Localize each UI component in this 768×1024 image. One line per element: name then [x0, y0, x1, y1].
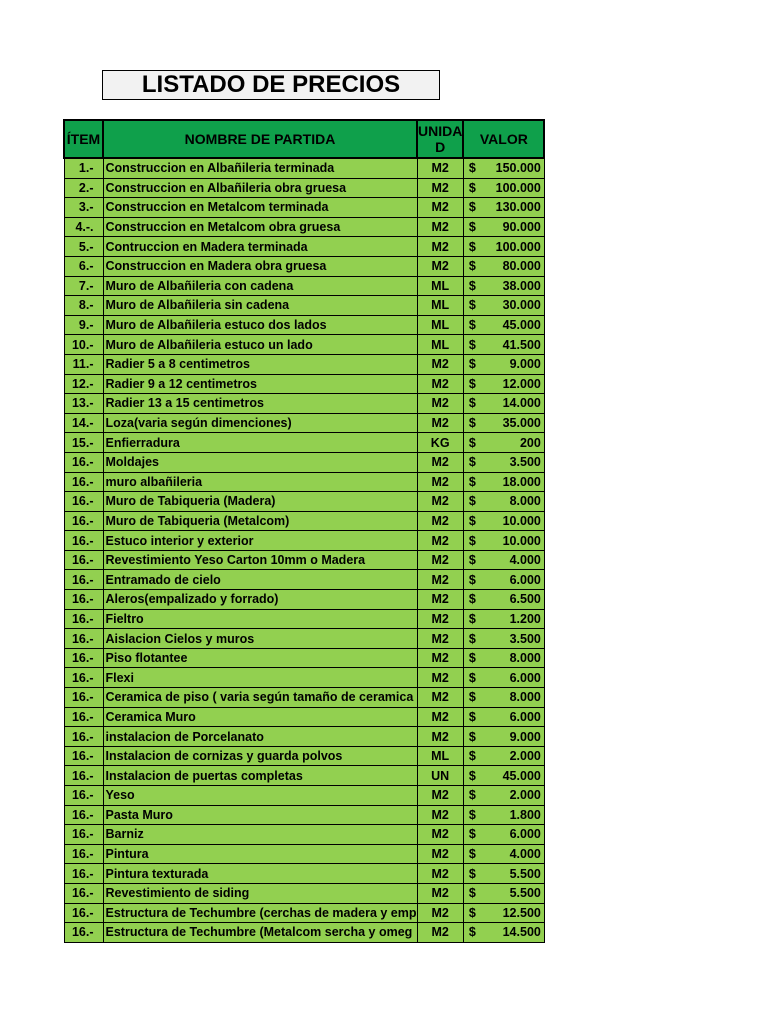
- item-name: Muro de Albañileria estuco un lado: [103, 335, 417, 355]
- item-number: 16.-: [64, 609, 103, 629]
- currency-symbol: $: [468, 749, 476, 764]
- item-number: 16.-: [64, 825, 103, 845]
- table-row: [64, 825, 544, 845]
- item-amount: 10.000: [502, 533, 541, 548]
- item-number: 16.-: [64, 707, 103, 727]
- item-value: [463, 198, 544, 218]
- item-value: [463, 237, 544, 257]
- item-value: [463, 688, 544, 708]
- item-value: [463, 648, 544, 668]
- item-amount: 8.000: [509, 494, 541, 509]
- item-amount: 38.000: [502, 278, 541, 293]
- currency-symbol: $: [468, 553, 476, 568]
- table-row: [64, 433, 544, 453]
- table-row: [64, 648, 544, 668]
- item-amount: 45.000: [502, 768, 541, 783]
- item-amount: 18.000: [502, 474, 541, 489]
- item-unit: M2: [417, 492, 463, 512]
- item-number: 11.-: [64, 354, 103, 374]
- item-unit: M2: [417, 883, 463, 903]
- item-amount: 30.000: [502, 298, 541, 313]
- table-row: [64, 629, 544, 649]
- item-amount: 45.000: [502, 318, 541, 333]
- currency-symbol: $: [468, 631, 476, 646]
- table-row: [64, 335, 544, 355]
- item-value: [463, 903, 544, 923]
- item-value: [463, 825, 544, 845]
- item-amount: 100.000: [495, 239, 541, 254]
- item-amount: 8.000: [509, 690, 541, 705]
- item-amount: 5.500: [509, 886, 541, 901]
- item-amount: 5.500: [509, 866, 541, 881]
- item-name: Muro de Albañileria sin cadena: [103, 296, 417, 316]
- currency-symbol: $: [468, 651, 476, 666]
- item-number: 16.-: [64, 668, 103, 688]
- currency-symbol: $: [468, 357, 476, 372]
- table-row: [64, 688, 544, 708]
- item-name: Construccion en Albañileria terminada: [103, 158, 417, 178]
- item-value: [463, 570, 544, 590]
- item-unit: M2: [417, 805, 463, 825]
- currency-symbol: $: [468, 161, 476, 176]
- item-number: 9.-: [64, 315, 103, 335]
- item-value: [463, 727, 544, 747]
- item-unit: M2: [417, 178, 463, 198]
- table-row: [64, 609, 544, 629]
- table-row: [64, 786, 544, 806]
- table-row: [64, 766, 544, 786]
- item-unit: M2: [417, 903, 463, 923]
- item-name: Revestimiento de siding: [103, 883, 417, 903]
- item-amount: 130.000: [495, 200, 541, 215]
- item-number: 16.-: [64, 786, 103, 806]
- item-amount: 14.000: [502, 396, 541, 411]
- item-name: Construccion en Albañileria obra gruesa: [103, 178, 417, 198]
- item-unit: M2: [417, 844, 463, 864]
- item-name: Barniz: [103, 825, 417, 845]
- item-unit: ML: [417, 296, 463, 316]
- table-row: [64, 550, 544, 570]
- item-number: 16.-: [64, 590, 103, 610]
- item-amount: 2.000: [509, 788, 541, 803]
- table-row: [64, 590, 544, 610]
- item-number: 16.-: [64, 923, 103, 943]
- currency-symbol: $: [468, 180, 476, 195]
- item-name: Muro de Tabiqueria (Metalcom): [103, 511, 417, 531]
- header-unit: UNIDA D: [417, 120, 463, 158]
- currency-symbol: $: [468, 239, 476, 254]
- item-unit: M2: [417, 707, 463, 727]
- item-value: [463, 629, 544, 649]
- item-number: 16.-: [64, 492, 103, 512]
- table-header-row: [64, 120, 544, 158]
- item-number: 16.-: [64, 864, 103, 884]
- table-row: [64, 668, 544, 688]
- currency-symbol: $: [468, 905, 476, 920]
- item-unit: ML: [417, 746, 463, 766]
- item-unit: M2: [417, 237, 463, 257]
- currency-symbol: $: [468, 768, 476, 783]
- item-unit: M2: [417, 531, 463, 551]
- item-name: Contruccion en Madera terminada: [103, 237, 417, 257]
- item-unit: M2: [417, 864, 463, 884]
- item-name: Construccion en Metalcom obra gruesa: [103, 217, 417, 237]
- header-value: VALOR: [463, 120, 544, 158]
- header-item: ÍTEM: [64, 120, 103, 158]
- currency-symbol: $: [468, 572, 476, 587]
- item-unit: M2: [417, 825, 463, 845]
- item-unit: M2: [417, 688, 463, 708]
- item-number: 7.-: [64, 276, 103, 296]
- item-unit: M2: [417, 217, 463, 237]
- currency-symbol: $: [468, 220, 476, 235]
- currency-symbol: $: [468, 337, 476, 352]
- table-row: [64, 315, 544, 335]
- item-number: 8.-: [64, 296, 103, 316]
- currency-symbol: $: [468, 435, 476, 450]
- item-number: 3.-: [64, 198, 103, 218]
- item-unit: M2: [417, 570, 463, 590]
- item-number: 12.-: [64, 374, 103, 394]
- currency-symbol: $: [468, 376, 476, 391]
- item-value: [463, 766, 544, 786]
- currency-symbol: $: [468, 670, 476, 685]
- item-amount: 6.500: [509, 592, 541, 607]
- item-unit: M2: [417, 668, 463, 688]
- currency-symbol: $: [468, 827, 476, 842]
- item-amount: 200: [519, 435, 541, 450]
- item-value: [463, 864, 544, 884]
- item-value: [463, 590, 544, 610]
- item-number: 13.-: [64, 394, 103, 414]
- item-unit: M2: [417, 472, 463, 492]
- item-name: Estructura de Techumbre (cerchas de madera y emp: [103, 903, 417, 923]
- item-unit: ML: [417, 335, 463, 355]
- table-row: [64, 276, 544, 296]
- currency-symbol: $: [468, 807, 476, 822]
- table-row: [64, 864, 544, 884]
- item-number: 14.-: [64, 413, 103, 433]
- table-row: [64, 844, 544, 864]
- item-number: 16.-: [64, 766, 103, 786]
- item-amount: 6.000: [509, 670, 541, 685]
- table-row: [64, 531, 544, 551]
- item-name: Radier 9 a 12 centimetros: [103, 374, 417, 394]
- item-value: [463, 354, 544, 374]
- item-number: 4.-.: [64, 217, 103, 237]
- table-row: [64, 237, 544, 257]
- item-name: Instalacion de puertas completas: [103, 766, 417, 786]
- item-amount: 4.000: [509, 553, 541, 568]
- item-value: [463, 492, 544, 512]
- item-name: Construccion en Madera obra gruesa: [103, 256, 417, 276]
- item-unit: M2: [417, 590, 463, 610]
- item-name: Estuco interior y exterior: [103, 531, 417, 551]
- item-amount: 3.500: [509, 455, 541, 470]
- item-value: [463, 923, 544, 943]
- item-unit: M2: [417, 511, 463, 531]
- item-name: Muro de Albañileria con cadena: [103, 276, 417, 296]
- item-amount: 3.500: [509, 631, 541, 646]
- item-value: [463, 550, 544, 570]
- item-number: 16.-: [64, 805, 103, 825]
- currency-symbol: $: [468, 494, 476, 509]
- item-value: [463, 805, 544, 825]
- currency-symbol: $: [468, 278, 476, 293]
- item-number: 16.-: [64, 570, 103, 590]
- item-value: [463, 511, 544, 531]
- currency-symbol: $: [468, 200, 476, 215]
- table-row: [64, 374, 544, 394]
- currency-symbol: $: [468, 611, 476, 626]
- table-row: [64, 158, 544, 178]
- item-name: Entramado de cielo: [103, 570, 417, 590]
- item-value: [463, 335, 544, 355]
- item-value: [463, 276, 544, 296]
- currency-symbol: $: [468, 455, 476, 470]
- item-amount: 90.000: [502, 220, 541, 235]
- item-unit: ML: [417, 315, 463, 335]
- item-unit: M2: [417, 394, 463, 414]
- item-value: [463, 883, 544, 903]
- item-unit: M2: [417, 354, 463, 374]
- header-name: NOMBRE DE PARTIDA: [103, 120, 417, 158]
- item-number: 16.-: [64, 629, 103, 649]
- item-name: Moldajes: [103, 452, 417, 472]
- item-value: [463, 844, 544, 864]
- item-number: 16.-: [64, 648, 103, 668]
- table-row: [64, 511, 544, 531]
- currency-symbol: $: [468, 533, 476, 548]
- item-value: [463, 394, 544, 414]
- item-number: 16.-: [64, 903, 103, 923]
- currency-symbol: $: [468, 847, 476, 862]
- currency-symbol: $: [468, 416, 476, 431]
- item-unit: KG: [417, 433, 463, 453]
- table-row: [64, 570, 544, 590]
- item-value: [463, 256, 544, 276]
- item-unit: M2: [417, 413, 463, 433]
- item-amount: 41.500: [502, 337, 541, 352]
- item-name: Fieltro: [103, 609, 417, 629]
- table-row: [64, 727, 544, 747]
- item-name: Construccion en Metalcom terminada: [103, 198, 417, 218]
- item-value: [463, 609, 544, 629]
- item-amount: 8.000: [509, 651, 541, 666]
- item-value: [463, 413, 544, 433]
- item-number: 16.-: [64, 688, 103, 708]
- item-number: 16.-: [64, 452, 103, 472]
- item-amount: 9.000: [509, 357, 541, 372]
- item-name: Radier 5 a 8 centimetros: [103, 354, 417, 374]
- item-name: Piso flotantee: [103, 648, 417, 668]
- item-number: 16.-: [64, 727, 103, 747]
- item-amount: 4.000: [509, 847, 541, 862]
- price-table: [63, 119, 545, 943]
- item-number: 6.-: [64, 256, 103, 276]
- item-unit: UN: [417, 766, 463, 786]
- item-unit: M2: [417, 374, 463, 394]
- currency-symbol: $: [468, 318, 476, 333]
- item-unit: M2: [417, 923, 463, 943]
- item-number: 5.-: [64, 237, 103, 257]
- item-value: [463, 217, 544, 237]
- item-amount: 6.000: [509, 827, 541, 842]
- table-row: [64, 394, 544, 414]
- item-unit: M2: [417, 198, 463, 218]
- item-value: [463, 374, 544, 394]
- item-name: Muro de Albañileria estuco dos lados: [103, 315, 417, 335]
- currency-symbol: $: [468, 690, 476, 705]
- item-name: Pintura: [103, 844, 417, 864]
- item-name: Instalacion de cornizas y guarda polvos: [103, 746, 417, 766]
- currency-symbol: $: [468, 925, 476, 940]
- item-amount: 1.200: [509, 611, 541, 626]
- table-row: [64, 805, 544, 825]
- item-value: [463, 668, 544, 688]
- item-number: 2.-: [64, 178, 103, 198]
- currency-symbol: $: [468, 298, 476, 313]
- table-row: [64, 256, 544, 276]
- item-number: 15.-: [64, 433, 103, 453]
- table-row: [64, 354, 544, 374]
- item-name: Radier 13 a 15 centimetros: [103, 394, 417, 414]
- table-row: [64, 923, 544, 943]
- item-value: [463, 158, 544, 178]
- table-row: [64, 452, 544, 472]
- currency-symbol: $: [468, 866, 476, 881]
- item-unit: M2: [417, 727, 463, 747]
- item-amount: 14.500: [502, 925, 541, 940]
- item-value: [463, 531, 544, 551]
- item-amount: 1.800: [509, 807, 541, 822]
- item-value: [463, 786, 544, 806]
- table-row: [64, 883, 544, 903]
- table-row: [64, 472, 544, 492]
- item-value: [463, 296, 544, 316]
- item-number: 1.-: [64, 158, 103, 178]
- item-name: Estructura de Techumbre (Metalcom sercha y omeg: [103, 923, 417, 943]
- item-value: [463, 315, 544, 335]
- table-row: [64, 903, 544, 923]
- item-amount: 6.000: [509, 709, 541, 724]
- item-number: 16.-: [64, 550, 103, 570]
- item-name: Flexi: [103, 668, 417, 688]
- currency-symbol: $: [468, 788, 476, 803]
- table-row: [64, 492, 544, 512]
- item-amount: 100.000: [495, 180, 541, 195]
- currency-symbol: $: [468, 396, 476, 411]
- table-row: [64, 746, 544, 766]
- item-value: [463, 746, 544, 766]
- item-unit: M2: [417, 256, 463, 276]
- item-name: Ceramica Muro: [103, 707, 417, 727]
- item-name: Aislacion Cielos y muros: [103, 629, 417, 649]
- item-name: Aleros(empalizado y forrado): [103, 590, 417, 610]
- item-amount: 12.000: [502, 376, 541, 391]
- item-unit: M2: [417, 609, 463, 629]
- item-name: Loza(varia según dimenciones): [103, 413, 417, 433]
- item-value: [463, 178, 544, 198]
- item-number: 16.-: [64, 746, 103, 766]
- currency-symbol: $: [468, 259, 476, 274]
- currency-symbol: $: [468, 886, 476, 901]
- table-row: [64, 217, 544, 237]
- item-amount: 6.000: [509, 572, 541, 587]
- item-name: muro albañileria: [103, 472, 417, 492]
- item-name: Enfierradura: [103, 433, 417, 453]
- item-name: Pintura texturada: [103, 864, 417, 884]
- item-amount: 10.000: [502, 513, 541, 528]
- table-row: [64, 707, 544, 727]
- item-name: instalacion de Porcelanato: [103, 727, 417, 747]
- item-unit: M2: [417, 648, 463, 668]
- item-value: [463, 433, 544, 453]
- item-amount: 35.000: [502, 416, 541, 431]
- table-row: [64, 296, 544, 316]
- item-number: 16.-: [64, 531, 103, 551]
- item-unit: ML: [417, 276, 463, 296]
- item-number: 16.-: [64, 883, 103, 903]
- table-row: [64, 198, 544, 218]
- item-unit: M2: [417, 550, 463, 570]
- item-name: Yeso: [103, 786, 417, 806]
- item-value: [463, 472, 544, 492]
- table-row: [64, 178, 544, 198]
- item-name: Revestimiento Yeso Carton 10mm o Madera: [103, 550, 417, 570]
- currency-symbol: $: [468, 513, 476, 528]
- item-unit: M2: [417, 629, 463, 649]
- item-number: 16.-: [64, 844, 103, 864]
- currency-symbol: $: [468, 709, 476, 724]
- item-name: Ceramica de piso ( varia según tamaño de ceramica: [103, 688, 417, 708]
- item-amount: 80.000: [502, 259, 541, 274]
- item-number: 10.-: [64, 335, 103, 355]
- table-row: [64, 413, 544, 433]
- currency-symbol: $: [468, 592, 476, 607]
- page-title: LISTADO DE PRECIOS: [102, 70, 440, 100]
- item-name: Pasta Muro: [103, 805, 417, 825]
- item-value: [463, 707, 544, 727]
- item-amount: 9.000: [509, 729, 541, 744]
- item-number: 16.-: [64, 511, 103, 531]
- currency-symbol: $: [468, 474, 476, 489]
- item-number: 16.-: [64, 472, 103, 492]
- item-amount: 150.000: [495, 161, 541, 176]
- item-value: [463, 452, 544, 472]
- item-amount: 12.500: [502, 905, 541, 920]
- currency-symbol: $: [468, 729, 476, 744]
- item-unit: M2: [417, 452, 463, 472]
- item-unit: M2: [417, 158, 463, 178]
- item-unit: M2: [417, 786, 463, 806]
- item-name: Muro de Tabiqueria (Madera): [103, 492, 417, 512]
- table-body: [64, 158, 544, 942]
- item-amount: 2.000: [509, 749, 541, 764]
